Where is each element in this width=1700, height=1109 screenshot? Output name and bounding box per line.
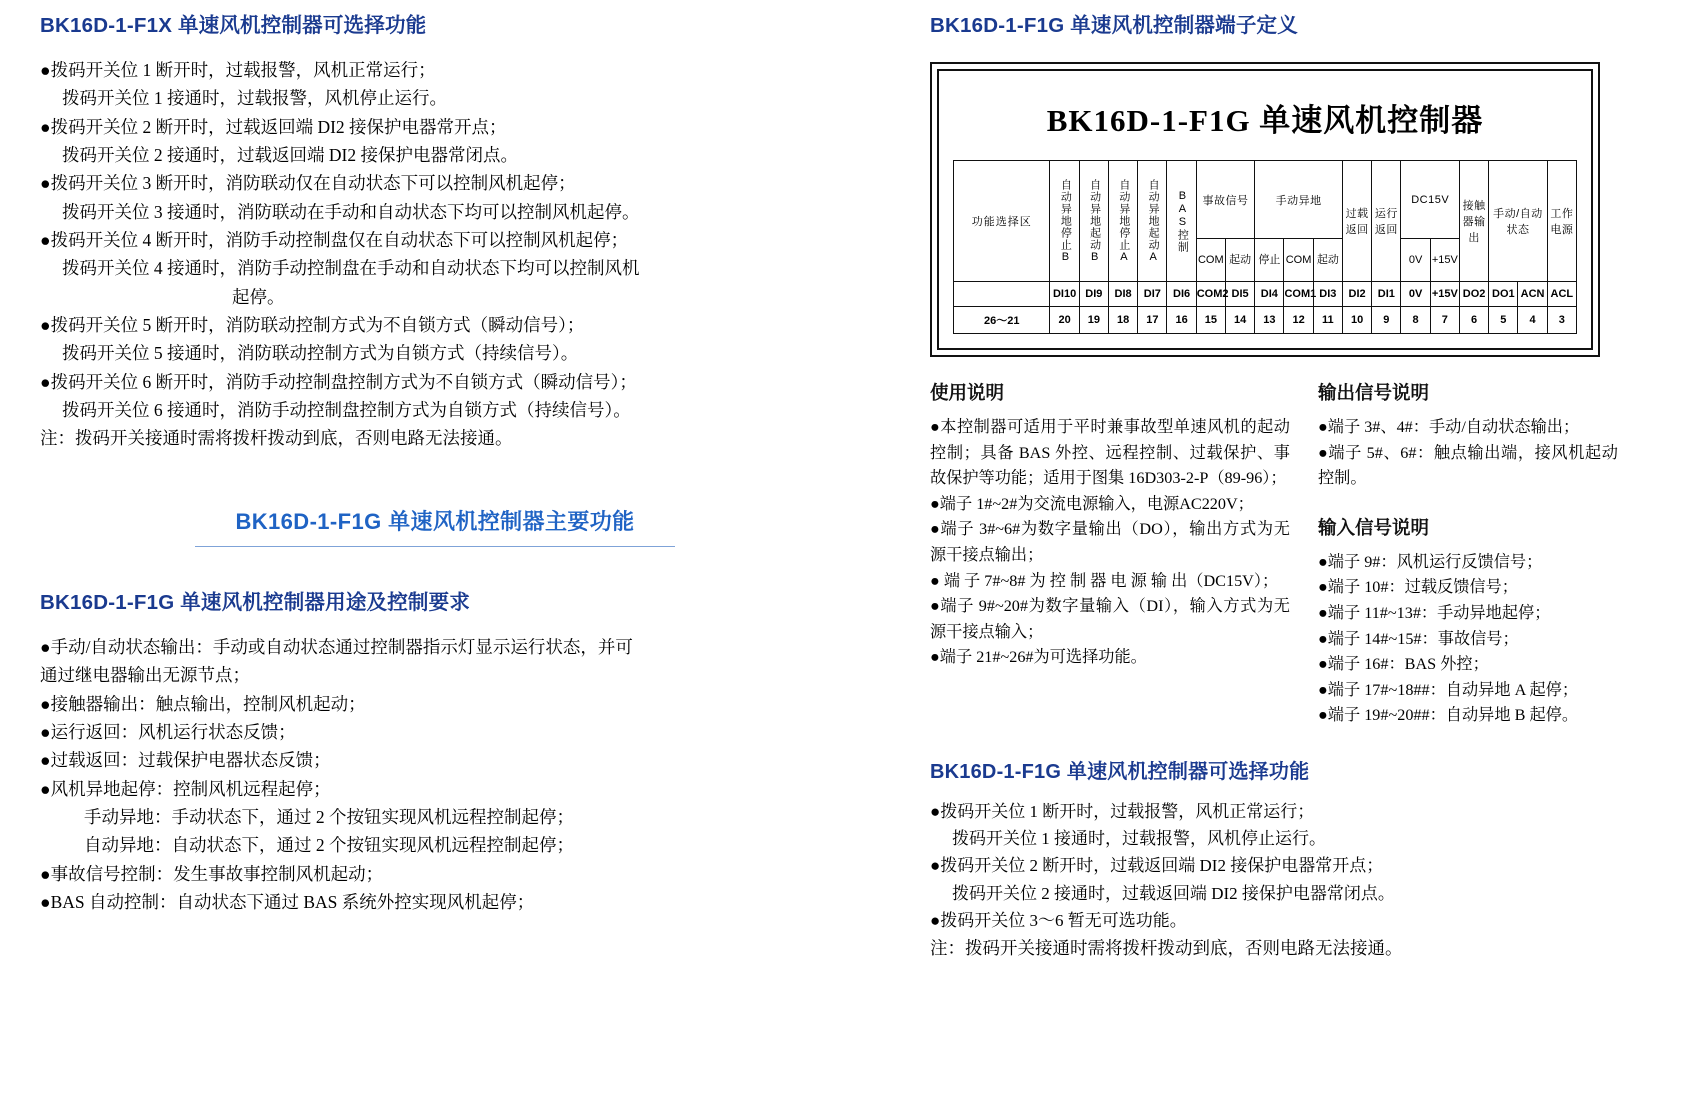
usage-left [930,379,1290,729]
num-8: 8 [1401,307,1430,334]
usage-line: ●风机异地起停：控制风机远程起停； [40,778,331,799]
list-item [40,226,830,311]
bullet-main: ●拨码开关位 6 断开时，消防手动控制盘控制方式为不自锁方式（瞬动信号）； [40,371,637,392]
list-item [40,169,830,226]
list-item [40,860,830,888]
list-item [40,113,830,170]
section-title-f1g-optional: BK16D-1-F1G 单速风机控制器可选择功能 [930,760,1310,783]
code-di9: DI9 [1079,282,1108,307]
bullet-sub: 拨码开关位 3 接通时，消防联动在手动和自动状态下均可以控制风机起停。 [62,201,640,222]
list-item: ●端子 9#：风机运行反馈信号； [1318,552,1543,571]
list-item: ●端子 14#~15#：事故信号； [1318,629,1519,648]
num-14: 14 [1225,307,1254,334]
code-di5: DI5 [1225,282,1254,307]
num-4: 4 [1518,307,1547,334]
list-item [40,633,830,690]
code-di7: DI7 [1138,282,1167,307]
usage-line: ●手动/自动状态输出：手动或自动状态通过控制器指示灯显示运行状态，并可 [40,636,633,657]
group-manual-auto-state: 手动/自动状态 [1489,161,1548,282]
terminal-diagram [930,62,1600,357]
sub-15v: +15V [1430,239,1459,282]
bullet-main: ●拨码开关位 1 断开时，过载报警，风机正常运行； [930,801,1315,821]
input-signal-list [1318,550,1618,729]
list-item: ●端子 11#~13#：手动异地起停； [1318,603,1551,622]
code-com1: COM1 [1284,282,1313,307]
cell-function-area: 功能选择区 [954,161,1050,282]
code-0v: 0V [1401,282,1430,307]
usage-line: 通过继电器输出无源节点； [40,665,250,686]
usage-line: 自动异地：自动状态下，通过 2 个按钮实现风机远程控制起停； [84,835,574,856]
code-di2: DI2 [1342,282,1371,307]
group-work-power: 工作电源 [1547,161,1576,282]
sub-com2: COM [1196,239,1225,282]
num-5: 5 [1489,307,1518,334]
terminal-table [953,160,1577,334]
group-accident-signal: 事故信号 [1196,161,1255,239]
cell-range-26-21: 26～21 [954,307,1050,334]
bullet-main: ●拨码开关位 4 断开时，消防手动控制盘仅在自动状态下可以控制风机起停； [40,230,629,251]
list-item: ● 端 子 7#~8# 为 控 制 器 电 源 输 出（DC15V）； [930,571,1279,590]
code-di10: DI10 [1050,282,1079,307]
list-item: ●端子 1#~2#为交流电源输入，电源AC220V； [930,494,1254,513]
list-item: ●端子 10#：过载反馈信号； [1318,578,1518,597]
f1x-optional-note: 注：拨码开关接通时需将拨杆拨动到底，否则电路无法接通。 [40,428,513,449]
list-item [930,852,1660,906]
list-item [40,775,830,803]
num-15: 15 [1196,307,1225,334]
input-signal-title: 输入信号说明 [1318,516,1430,538]
num-18: 18 [1108,307,1137,334]
bullet-main: ●拨码开关位 2 断开时，过载返回端 DI2 接保护电器常开点； [930,856,1384,876]
list-item [40,56,830,113]
list-item: ●端子 19#~20##：自动异地 B 起停。 [1318,706,1579,725]
num-3: 3 [1547,307,1576,334]
table-row [954,161,1577,239]
table-row [954,282,1577,307]
bullet-main: ●拨码开关位 3～6 暂无可选功能。 [930,910,1187,930]
usage-line: ●接触器输出：触点输出，控制风机起动； [40,693,366,714]
bullet-main: ●拨码开关位 2 断开时，过载返回端 DI2 接保护电器常开点； [40,116,507,137]
num-10: 10 [1342,307,1371,334]
section-title-terminal-definition: BK16D-1-F1G 单速风机控制器端子定义 [930,14,1298,37]
f1g-usage-list [40,633,830,916]
code-acn: ACN [1518,282,1547,307]
bullet-sub: 拨码开关位 1 接通时，过载报警，风机停止运行。 [952,829,1326,849]
panel-title: BK16D-1-F1G 单速风机控制器 [1046,103,1484,138]
list-item [40,690,830,718]
section-title-f1g-usage-control: BK16D-1-F1G 单速风机控制器用途及控制要求 [40,590,471,614]
list-item [40,718,830,746]
section-title-f1x-optional: BK16D-1-F1X 单速风机控制器可选择功能 [40,14,427,37]
cell-vert-header-3: 自动异地起动A [1138,161,1167,282]
code-acl: ACL [1547,282,1576,307]
table-row [954,307,1577,334]
cell-vert-header-1: 自动异地起动B [1079,161,1108,282]
bullet-sub-2: 起停。 [232,286,285,307]
list-item [40,746,830,774]
f1g-optional-list [930,798,1660,934]
list-item [930,798,1660,852]
panel-outer-frame [930,62,1600,357]
cell-empty-code [954,282,1050,307]
section-title-f1g-main-functions: BK16D-1-F1G 单速风机控制器主要功能 [235,508,635,534]
f1x-optional-list [40,56,830,424]
list-item: ●本控制器可适用于平时兼事故型单速风机的起动控制；具备 BAS 外控、远程控制、过载保护、事故保护等功能；适用于图集 16D303-2-P（89-96）； [930,418,1290,488]
list-item: ●端子 3#、4#：手动/自动状态输出； [1318,418,1580,436]
code-di6: DI6 [1167,282,1196,307]
sub-0v: 0V [1401,239,1430,282]
cell-vert-header-2: 自动异地停止A [1108,161,1137,282]
usage-line: 手动异地：手动状态下，通过 2 个按钮实现风机远程控制起停； [84,806,574,827]
panel-inner-frame [937,69,1593,350]
f1g-optional-note: 注：拨码开关接通时需将拨杆拨动到底，否则电路无法接通。 [930,937,1403,958]
usage-list [930,415,1290,671]
usage-line: ●过载返回：过载保护电器状态反馈； [40,750,331,771]
list-item [40,368,830,425]
list-item: ●端子 17#~18##：自动异地 A 起停； [1318,680,1579,699]
list-item [930,907,1660,934]
usage-right [1318,379,1618,729]
usage-columns [930,379,1660,729]
sub-start-1: 起动 [1225,239,1254,282]
group-overload-return: 过载返回 [1342,161,1371,282]
sub-start-2: 起动 [1313,239,1342,282]
code-com2: COM2 [1196,282,1225,307]
code-di3: DI3 [1313,282,1342,307]
bullet-main: ●拨码开关位 3 断开时，消防联动仅在自动状态下可以控制风机起停； [40,173,576,194]
num-12: 12 [1284,307,1313,334]
bullet-sub: 拨码开关位 5 接通时，消防联动控制方式为自锁方式（持续信号）。 [62,343,579,364]
usage-title: 使用说明 [930,382,1005,403]
bullet-main: ●拨码开关位 5 断开时，消防联动控制方式为不自锁方式（瞬动信号）； [40,315,585,336]
list-item: ●端子 5#、6#：触点输出端，接风机起动控制。 [1318,443,1618,488]
right-column [930,8,1660,962]
left-column [40,8,830,916]
list-item [40,311,830,368]
num-6: 6 [1459,307,1488,334]
list-item: ●端子 3#~6#为数字量输出（DO），输出方式为无源干接点输出； [930,520,1290,564]
code-di1: DI1 [1372,282,1401,307]
num-17: 17 [1138,307,1167,334]
usage-line: ●BAS 自动控制：自动状态下通过 BAS 系统外控实现风机起停； [40,891,535,912]
group-run-return: 运行返回 [1372,161,1401,282]
usage-line: ●事故信号控制：发生事故事控制风机起动； [40,863,384,884]
sub-stop: 停止 [1255,239,1284,282]
num-19: 19 [1079,307,1108,334]
output-signal-title: 输出信号说明 [1318,382,1430,403]
list-item: ●端子 16#：BAS 外控； [1318,655,1489,674]
group-dc15v: DC15V [1401,161,1460,239]
group-manual-remote: 手动异地 [1255,161,1343,239]
group-contactor-output: 接触器输出 [1459,161,1488,282]
num-16: 16 [1167,307,1196,334]
bullet-sub: 拨码开关位 2 接通时，过载返回端 DI2 接保护电器常闭点。 [952,883,1395,903]
num-20: 20 [1050,307,1079,334]
list-item: ●端子 21#~26#为可选择功能。 [930,648,1147,667]
list-item: ●端子 9#~20#为数字量输入（DI），输入方式为无源干接点输入； [930,597,1290,641]
num-11: 11 [1313,307,1342,334]
list-item [40,831,830,859]
cell-vert-header-4: BAS控制 [1167,161,1196,282]
bullet-sub: 拨码开关位 1 接通时，过载报警，风机停止运行。 [62,88,447,109]
code-do1: DO1 [1489,282,1518,307]
bullet-main: ●拨码开关位 1 断开时，过载报警，风机正常运行； [40,60,436,80]
cell-vert-header-0: 自动异地停止B [1050,161,1079,282]
num-13: 13 [1255,307,1284,334]
sub-com1: COM [1284,239,1313,282]
usage-line: ●运行返回：风机运行状态反馈； [40,721,296,742]
bullet-sub: 拨码开关位 2 接通时，过载返回端 DI2 接保护电器常闭点。 [62,145,518,166]
code-di4: DI4 [1255,282,1284,307]
code-di8: DI8 [1108,282,1137,307]
code-do2: DO2 [1459,282,1488,307]
num-7: 7 [1430,307,1459,334]
list-item [40,888,830,916]
bullet-sub: 拨码开关位 6 接通时，消防手动控制盘控制方式为自锁方式（持续信号）。 [62,400,631,421]
list-item [40,803,830,831]
bullet-sub: 拨码开关位 4 接通时，消防手动控制盘在手动和自动状态下均可以控制风机 [62,258,640,279]
num-9: 9 [1372,307,1401,334]
code-15v: +15V [1430,282,1459,307]
output-signal-list [1318,415,1618,492]
